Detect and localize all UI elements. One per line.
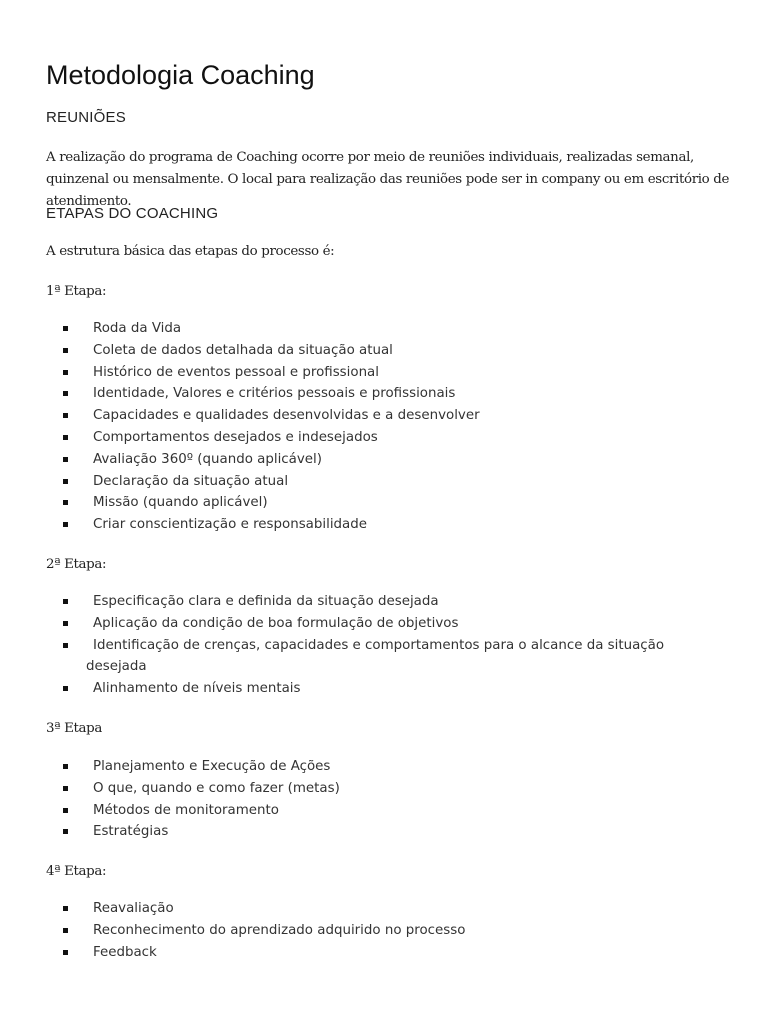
list-item	[0, 427, 700, 449]
list-item-text: Aplicação da condição de boa formulação de objetivos	[93, 615, 459, 631]
bullet-icon	[63, 370, 68, 375]
list-item	[0, 383, 700, 405]
list-item-text: O que, quando e como fazer (metas)	[93, 780, 340, 796]
bullet-icon	[63, 391, 68, 396]
stage-4-list	[0, 898, 700, 963]
list-item	[0, 920, 700, 942]
section-heading-reunioes: REUNIÕES	[46, 109, 126, 126]
bullet-icon	[63, 643, 68, 648]
list-item	[0, 778, 700, 800]
list-item-text: Histórico de eventos pessoal e profissional	[93, 364, 379, 380]
list-item	[0, 340, 700, 362]
bullet-icon	[63, 686, 68, 691]
stage-label: 3ª Etapa	[46, 721, 103, 736]
page-title: Metodologia Coaching	[46, 60, 315, 90]
list-item-text: Reconhecimento do aprendizado adquirido no processo	[93, 922, 466, 938]
list-item-text: Reavaliação	[93, 901, 174, 916]
bullet-icon	[63, 950, 68, 955]
bullet-icon	[63, 621, 68, 626]
bullet-icon	[63, 479, 68, 484]
list-item	[0, 678, 700, 700]
list-item	[0, 492, 700, 514]
list-item-text: Feedback	[93, 944, 157, 960]
etapas-intro: A estrutura básica das etapas do processo é:	[46, 244, 335, 259]
list-item-text: Identidade, Valores e critérios pessoais e profissionais	[93, 386, 456, 402]
bullet-icon	[63, 457, 68, 462]
list-item-text: Capacidades e qualidades desenvolvidas e a desenvolver	[93, 408, 480, 424]
list-item-text: Criar conscientização e responsabilidade	[93, 517, 367, 533]
list-item-text: Comportamentos desejados e indesejados	[93, 429, 378, 445]
section-heading-etapas: ETAPAS DO COACHING	[46, 205, 219, 222]
stage-label: 2ª Etapa:	[46, 557, 107, 572]
bullet-icon	[63, 906, 68, 911]
list-item	[0, 756, 700, 778]
list-item	[0, 800, 700, 822]
list-item	[0, 514, 700, 536]
list-item-text: Coleta de dados detalhada da situação atual	[93, 342, 393, 358]
list-item	[0, 942, 700, 964]
stage-1-list	[0, 318, 700, 536]
bullet-icon	[63, 435, 68, 440]
bullet-icon	[63, 413, 68, 418]
list-item	[0, 613, 700, 635]
list-item-text: Alinhamento de níveis mentais	[93, 681, 301, 697]
list-item	[0, 405, 700, 427]
list-item	[0, 635, 676, 679]
paragraph-reunioes: A realização do programa de Coaching ocorre por meio de reuniões individuais, realizadas semanal, quinzenal ou mensalmente. O local para realização das reuniões pode ser in company ou em escritório de atendimento.	[46, 150, 730, 209]
list-item-text: Declaração da situação atual	[93, 473, 289, 489]
list-item-text: Especificação clara e definida da situação desejada	[93, 594, 439, 609]
bullet-icon	[63, 928, 68, 933]
bullet-icon	[63, 326, 68, 331]
bullet-icon	[63, 786, 68, 791]
list-item	[0, 318, 700, 340]
stage-2-list	[0, 591, 700, 700]
bullet-icon	[63, 599, 68, 604]
stage-label: 4ª Etapa:	[46, 864, 107, 879]
bullet-icon	[63, 500, 68, 505]
list-item	[0, 471, 700, 493]
bullet-icon	[63, 764, 68, 769]
list-item	[0, 898, 700, 920]
list-item-text: Avaliação 360º (quando aplicável)	[93, 451, 322, 467]
bullet-icon	[63, 829, 68, 834]
list-item-text: Missão (quando aplicável)	[93, 495, 268, 511]
list-item-text: Planejamento e Execução de Ações	[93, 759, 331, 774]
list-item-text: Roda da Vida	[93, 321, 182, 336]
list-item-text: Identificação de crenças, capacidades e comportamentos para o alcance da situação desejada	[86, 637, 665, 675]
bullet-icon	[63, 522, 68, 527]
list-item	[0, 449, 700, 471]
list-item-text: Estratégias	[93, 824, 169, 840]
list-item-text: Métodos de monitoramento	[93, 802, 279, 818]
bullet-icon	[63, 348, 68, 353]
stage-3-list	[0, 756, 700, 843]
list-item	[0, 362, 700, 384]
list-item	[0, 591, 700, 613]
list-item	[0, 821, 700, 843]
stage-label: 1ª Etapa:	[46, 284, 107, 299]
bullet-icon	[63, 808, 68, 813]
